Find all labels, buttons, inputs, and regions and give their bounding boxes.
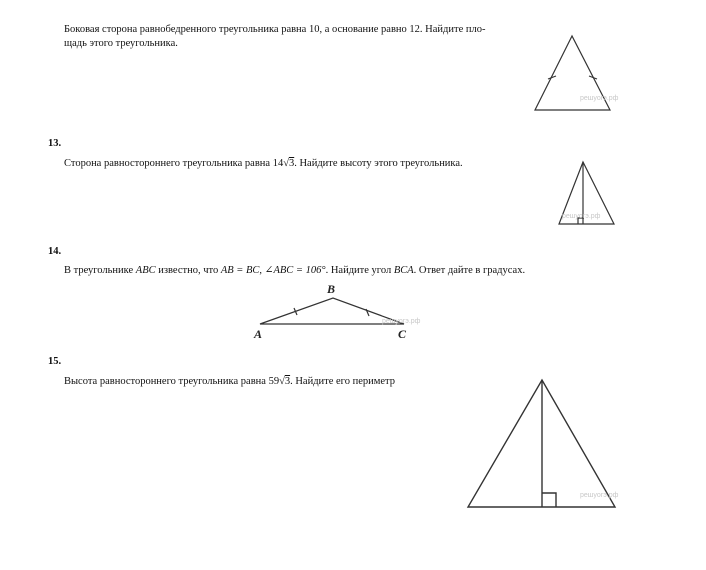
watermark-fig-12: решуогэ.рф [580, 95, 619, 102]
problem-14-equality: AB = BC [220, 265, 260, 276]
vertex-label-c: C [398, 327, 407, 341]
problem-12-line-1: Боковая сторона равнобедренного треугольника равна 10, а основание равно 12. Найдите пло- [64, 24, 486, 35]
large-triangle-altitude-figure [468, 380, 615, 507]
problem-15-text-after: . Найдите его периметр [290, 376, 396, 387]
problem-14-triangle: ABC [135, 265, 156, 276]
problem-13-text-before: Сторона равностороннего треугольника равна [64, 158, 273, 169]
watermark-fig-15: решуогэ.рф [580, 492, 619, 499]
problem-15-number: 15. [48, 356, 62, 367]
problem-14-text-c: . Найдите угол [325, 265, 394, 276]
problem-15-coef: 59 [268, 376, 280, 387]
vertex-label-b: B [327, 282, 336, 296]
problem-13-number: 13. [48, 138, 62, 149]
problem-13-text-after: . Найдите высоту этого треугольника. [294, 158, 463, 169]
problem-14-text-a: В треугольнике [64, 265, 136, 276]
problem-14-target-angle: BCA [393, 265, 414, 276]
watermark-fig-14: решуогэ.рф [382, 318, 421, 325]
problem-14-separator: , [259, 265, 265, 276]
problem-14-angle: ∠ABC = 106° [264, 265, 326, 276]
vertex-label-a: A [254, 327, 263, 341]
problem-13-coef: 14 [272, 158, 284, 169]
problem-13-radicand: 3 [288, 158, 295, 169]
problem-12-line-2: щадь этого треугольника. [64, 38, 178, 49]
problem-15-text-before: Высота равностороннего треугольника равна [64, 376, 269, 387]
problem-14-number: 14. [48, 246, 62, 257]
right-angle-mark-large [542, 493, 556, 507]
problem-14-text-b: известно, что [155, 265, 221, 276]
radical-sign: √ [279, 376, 285, 387]
problem-15-radicand: 3 [284, 376, 291, 387]
watermark-fig-13: решуогэ.рф [562, 213, 601, 220]
problem-14-text-d: . Ответ дайте в градусах. [413, 265, 526, 276]
radical-sign: √ [283, 158, 289, 169]
